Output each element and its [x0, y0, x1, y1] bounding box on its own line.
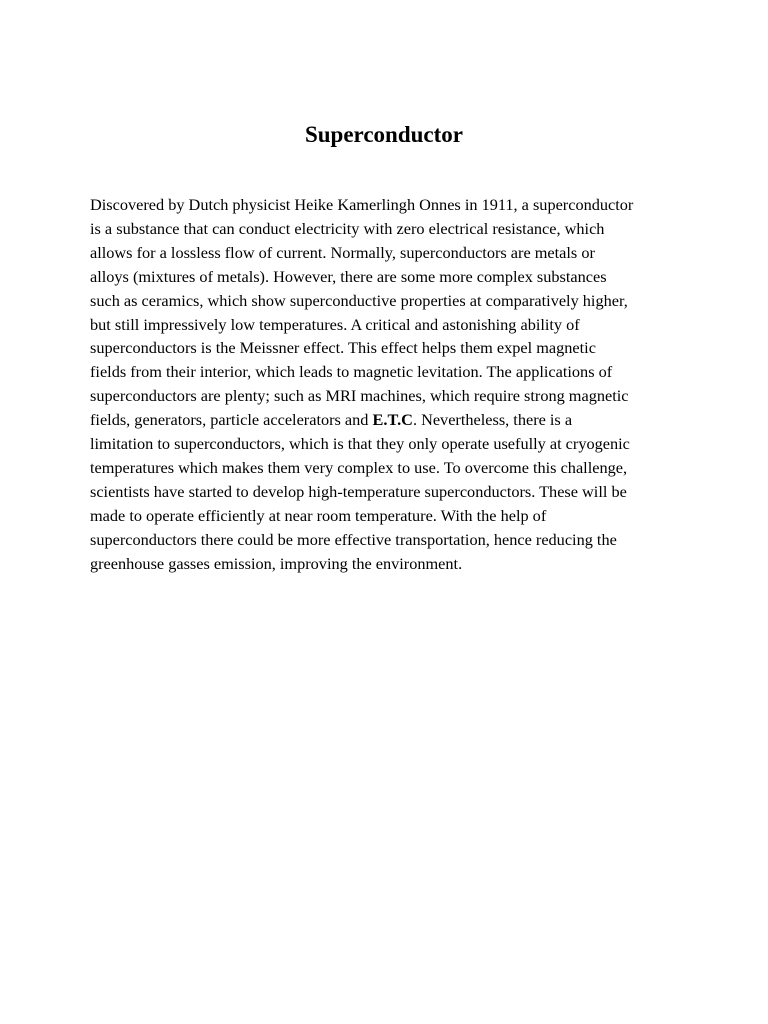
paragraph-line: Discovered by Dutch physicist Heike Kamerlingh Onnes in 1911, a superconductor [90, 195, 634, 214]
paragraph-line: made to operate efficiently at near room temperature. With the help of [90, 505, 547, 525]
paragraph-line: superconductors is the Meissner effect. This effect helps them expel magnetic [90, 338, 596, 358]
paragraph-line [90, 408, 690, 432]
paragraph-line: alloys (mixtures of metals). However, there are some more complex substances [90, 266, 607, 286]
page-title: Superconductor [304, 122, 464, 147]
line-text-after: . Nevertheless, there is a [412, 410, 573, 430]
paragraph-line: limitation to superconductors, which is that they only operate usefully at cryogenic [90, 434, 630, 454]
paragraph-line: fields from their interior, which leads to magnetic levitation. The applications of [90, 362, 613, 382]
paragraph-line: superconductors there could be more effective transportation, hence reducing the [90, 529, 617, 549]
bold-abbreviation: E.T.C [372, 410, 413, 430]
paragraph-line: temperatures which makes them very complex to use. To overcome this challenge, [90, 457, 628, 477]
paragraph-line: greenhouse gasses emission, improving the environment. [90, 553, 463, 573]
paragraph-line: superconductors are plenty; such as MRI machines, which require strong magnetic [90, 386, 629, 406]
paragraph-line: scientists have started to develop high-temperature superconductors. These will be [90, 481, 627, 501]
paragraph-line: is a substance that can conduct electricity with zero electrical resistance, which [90, 218, 605, 238]
paragraph-line: but still impressively low temperatures. A critical and astonishing ability of [90, 314, 580, 334]
line-text-before: fields, generators, particle accelerators and [90, 410, 373, 430]
paragraph-line: such as ceramics, which show superconductive properties at comparatively higher, [90, 290, 628, 310]
body-paragraph [90, 193, 690, 576]
paragraph-line: allows for a lossless flow of current. Normally, superconductors are metals or [90, 242, 595, 262]
